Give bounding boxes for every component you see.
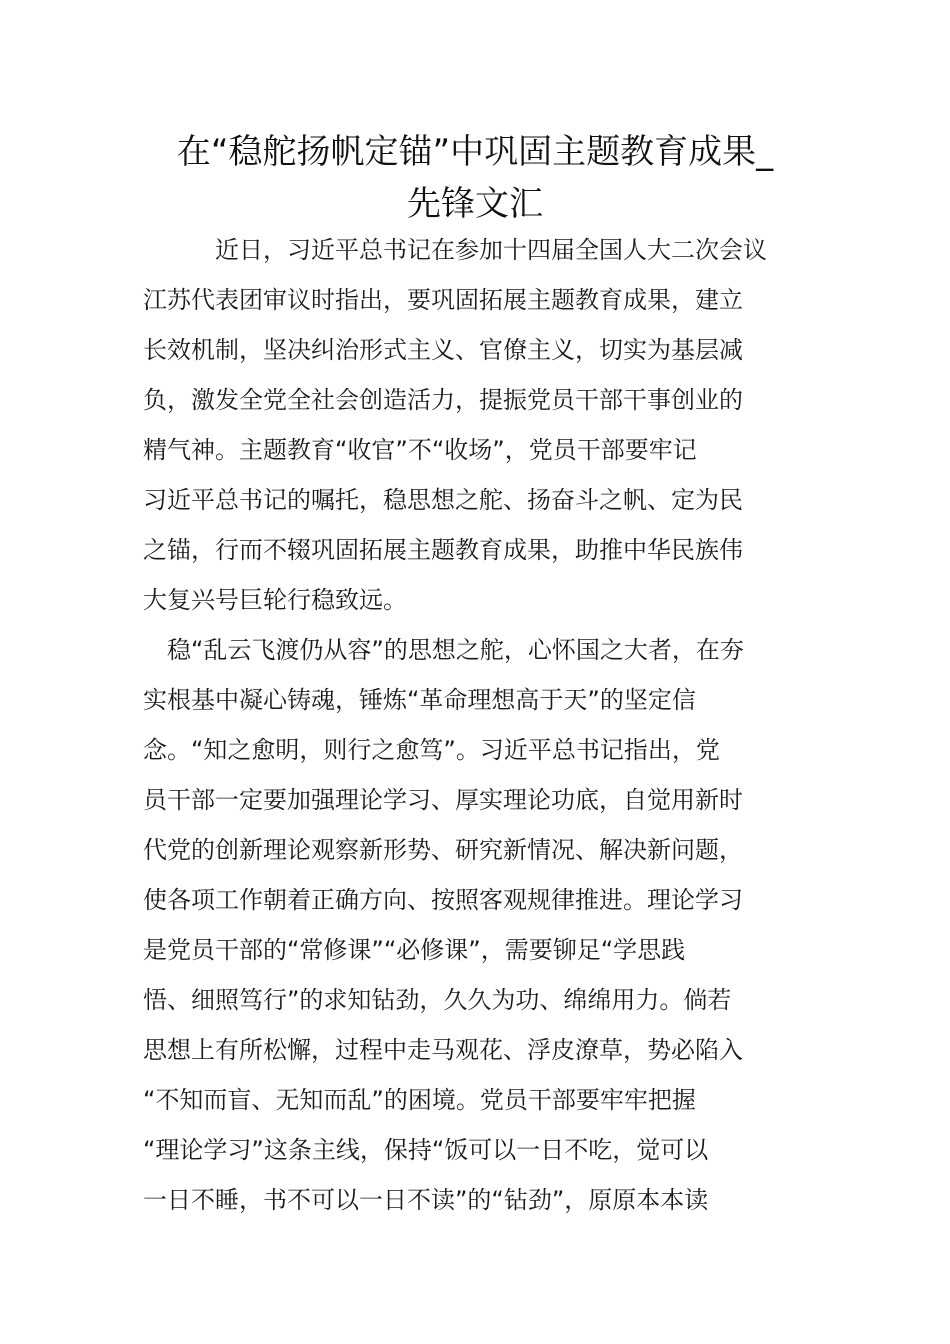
text-line: 江苏代表团审议时指出，要巩固拓展主题教育成果，建立 — [143, 286, 743, 314]
title-line-1: 在“稳舵扬帆定锚”中巩固主题教育成果_ — [176, 132, 774, 172]
paragraph-1 — [143, 225, 807, 625]
text-line: “理论学习”这条主线，保持“饭可以一日不吃，觉可以 — [143, 1136, 709, 1164]
text-line: 近日，习近平总书记在参加十四届全国人大二次会议 — [215, 236, 767, 264]
text-line: 精气神。主题教育“收官”不“收场”，党员干部要牢记 — [143, 436, 697, 464]
text-line: 之锚，行而不辍巩固拓展主题教育成果，助推中华民族伟 — [143, 536, 743, 564]
text-line: 使各项工作朝着正确方向、按照客观规律推进。理论学习 — [143, 886, 743, 914]
paragraph-2 — [143, 625, 807, 1225]
title-line-2: 先锋文汇 — [407, 184, 543, 224]
text-line: 一日不睡，书不可以一日不读”的“钻劲”，原原本本读 — [143, 1186, 709, 1214]
text-line: 思想上有所松懈，过程中走马观花、浮皮潦草，势必陷入 — [143, 1036, 743, 1064]
document-body — [143, 225, 807, 1225]
document-title — [143, 126, 807, 230]
text-line: “不知而盲、无知而乱”的困境。党员干部要牢牢把握 — [143, 1086, 696, 1114]
text-line: 念。“知之愈明，则行之愈笃”。习近平总书记指出，党 — [143, 736, 720, 764]
text-line: 大复兴号巨轮行稳致远。 — [143, 586, 407, 614]
text-line: 长效机制，坚决纠治形式主义、官僚主义，切实为基层减 — [143, 336, 743, 364]
text-line: 是党员干部的“常修课”“必修课”，需要铆足“学思践 — [143, 936, 686, 964]
text-line: 负，激发全党全社会创造活力，提振党员干部干事创业的 — [143, 386, 743, 414]
text-line: 实根基中凝心铸魂，锤炼“革命理想高于天”的坚定信 — [143, 686, 696, 714]
text-line: 稳“乱云飞渡仍从容”的思想之舵，心怀国之大者，在夯 — [167, 636, 744, 664]
text-line: 悟、细照笃行”的求知钻劲，久久为功、绵绵用力。倘若 — [143, 986, 732, 1014]
text-line: 习近平总书记的嘱托，稳思想之舵、扬奋斗之帆、定为民 — [143, 486, 743, 514]
text-line: 员干部一定要加强理论学习、厚实理论功底，自觉用新时 — [143, 786, 743, 814]
text-line: 代党的创新理论观察新形势、研究新情况、解决新问题， — [143, 836, 743, 864]
